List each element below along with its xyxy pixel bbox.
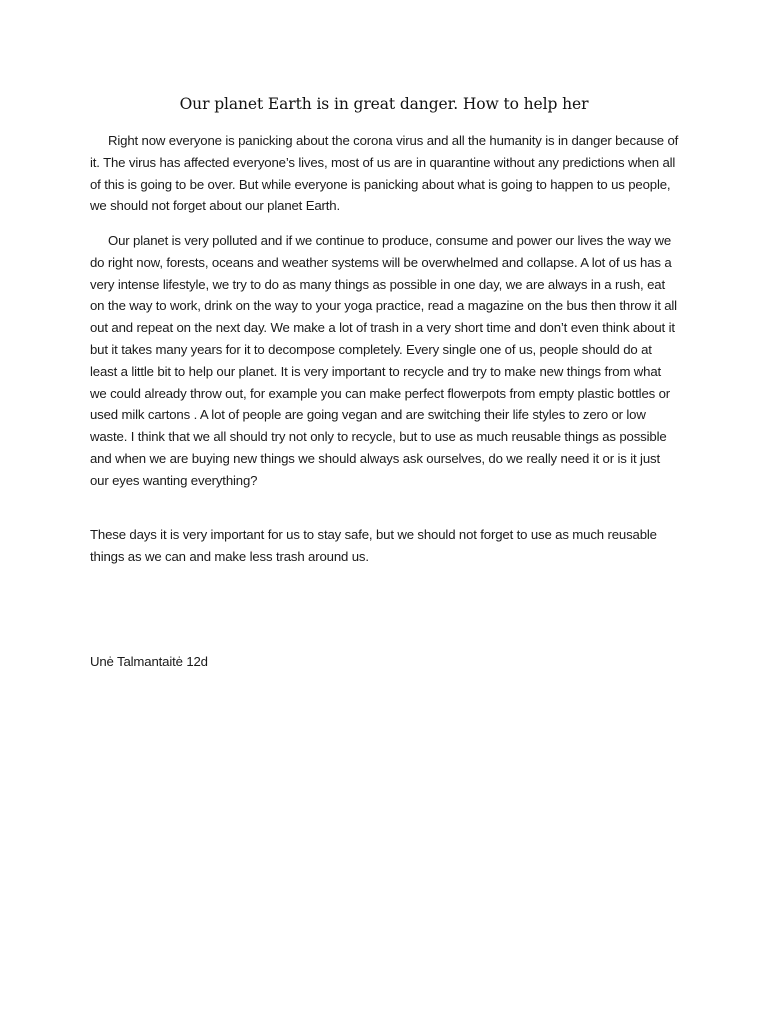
paragraph-conclusion: These days it is very important for us to stay safe, but we should not forget to use as much reusable things as we can and make less trash around us.	[90, 527, 657, 564]
author-signature: Unė Talmantaitė 12d	[90, 654, 208, 669]
paragraph-pollution: Our planet is very polluted and if we continue to produce, consume and power our lives the way we do right now, forests, oceans and weather systems will be overwhelmed and collapse. A lot of us has a very intense lifestyle, we try to do as many things as possible in one day, we are always in a rush, eat on the way to work, drink on the way to your yoga practice, read a magazine on the bus then throw it all out and repeat on the next day. We make a lot of trash in a very short time and don’t even think about it but it takes many years for it to decompose completely. Every single one of us, people should do at least a little bit to help our planet. It is very important to recycle and try to make new things from what we could already throw out, for example you can make perfect flowerpots from empty plastic bottles or used milk cartons . A lot of people are going vegan and are switching their life styles to zero or low waste. I think that we all should try not only to recycle, but to use as much reusable things as possible and when we are buying new things we should always ask ourselves, do we really need it or is it just our eyes wanting everything?	[90, 233, 677, 488]
paragraph-intro: Right now everyone is panicking about the corona virus and all the humanity is in danger because of it. The virus has affected everyone’s lives, most of us are in quarantine without any predictions when all of this is going to be over. But while everyone is panicking about what is going to happen to us people, we should not forget about our planet Earth.	[90, 133, 679, 214]
document-title: Our planet Earth is in great danger. How to help her	[179, 95, 589, 113]
